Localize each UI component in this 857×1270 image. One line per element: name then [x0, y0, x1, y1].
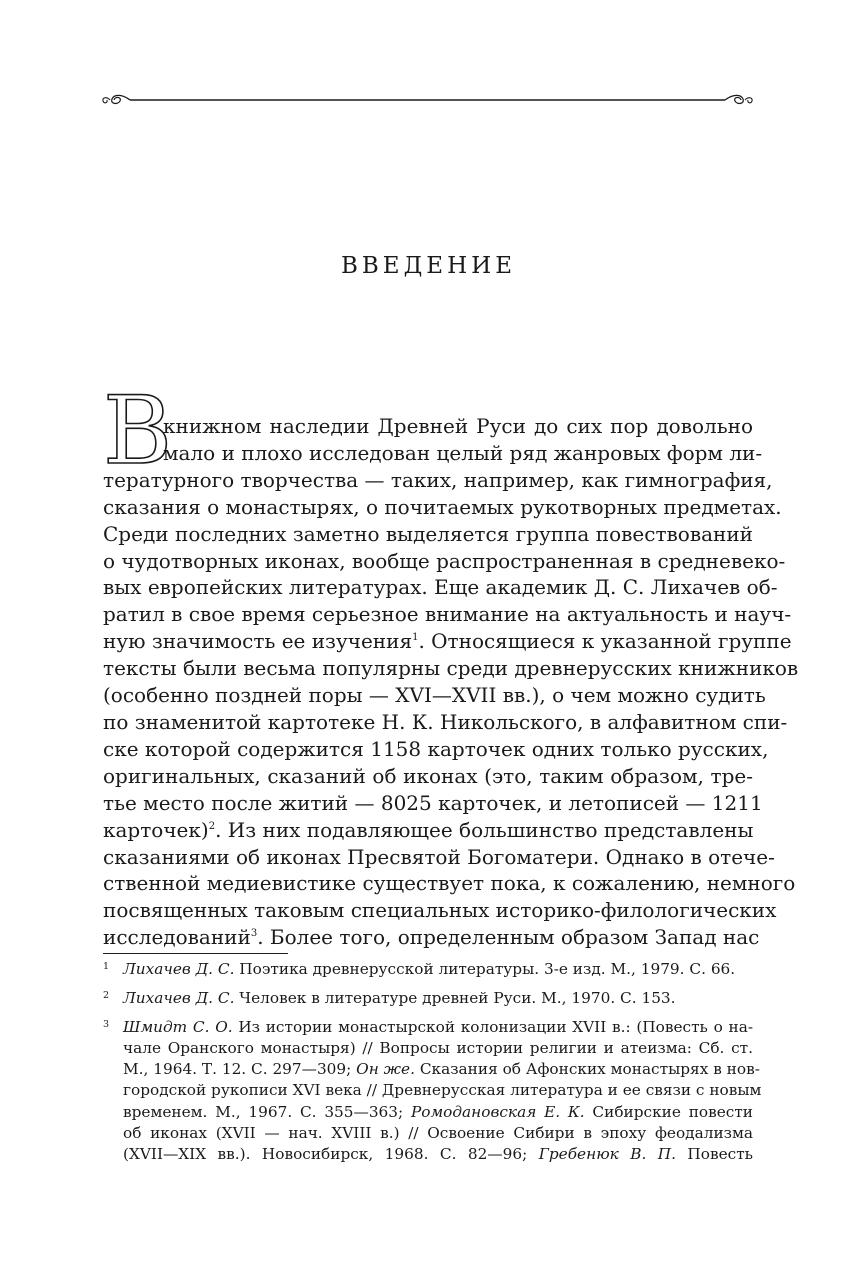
body-line: мало и плохо исследован целый ряд жанровых форм ли-	[163, 440, 763, 465]
footnote-number: 3	[103, 1018, 110, 1030]
footnote-ref[interactable]: 3	[250, 928, 258, 940]
footnote-text: Поэтика древнерусской литературы. 3-е изд. М., 1979. С. 66.	[234, 960, 736, 978]
body-paragraph	[103, 413, 799, 951]
footnote-author: Лихачев Д. С.	[123, 960, 235, 978]
body-line: (особенно поздней поры — XVI—XVII вв.), о чем можно судить	[103, 683, 766, 708]
footnote-line	[123, 1144, 753, 1165]
footnote-number: 1	[103, 961, 110, 972]
body-line-part: . Более того, определенным образом Запад нас	[257, 925, 760, 950]
footnote-2	[103, 988, 753, 1009]
footnote-author: Лихачев Д. С.	[123, 988, 235, 1007]
footnote-text: временем. М., 1967. С. 355—363;	[123, 1102, 404, 1121]
footnote-text: Повесть	[675, 1145, 753, 1163]
footnote-author: Гребенюк В. П.	[538, 1145, 676, 1163]
body-line	[103, 924, 760, 951]
footnote-text: Из истории монастырской колонизации XVII в.: (Повесть о на-	[232, 1017, 753, 1036]
footnote-author: Он же.	[356, 1060, 415, 1079]
footnote-number: 2	[103, 989, 110, 1001]
body-line: тературного творчества — таких, например, как гимнография,	[103, 467, 773, 492]
body-line-part: . Относящиеся к указанной группе	[418, 629, 792, 654]
footnote-text: (XVII—XIX вв.). Новосибирск, 1968. С. 82—96;	[123, 1145, 528, 1163]
footnote-ref[interactable]: 1	[412, 632, 419, 644]
footnote-line	[123, 1017, 753, 1038]
body-line	[103, 817, 753, 844]
footnotes	[103, 959, 762, 1173]
drop-cap-letter: В	[103, 377, 173, 486]
body-line: о чудотворных иконах, вообще распространенная в средневеко-	[103, 548, 786, 573]
footnote-1	[103, 959, 753, 980]
footnote-line	[123, 959, 753, 980]
body-line	[103, 628, 792, 655]
body-line: сказаниями об иконах Пресвятой Богоматери. Однако в отече-	[103, 844, 775, 869]
body-line: вых европейских литературах. Еще академик Д. С. Лихачев об-	[103, 575, 778, 600]
footnote-line	[123, 1059, 760, 1080]
body-line: ске которой содержится 1158 карточек одних только русских,	[103, 736, 769, 761]
footnote-ref[interactable]: 2	[208, 820, 216, 832]
footnote-line	[123, 988, 753, 1009]
footnote-separator	[103, 953, 288, 954]
body-line-part: ную значимость ее изучения	[103, 629, 413, 654]
body-line: книжном наследии Древней Руси до сих пор довольно	[163, 414, 753, 438]
body-line: ственной медиевистике существует пока, к сожалению, немного	[103, 871, 796, 896]
footnote-line: городской рукописи XVI века // Древнерусская литература и ее связи с новым	[123, 1081, 762, 1100]
body-line: сказания о монастырях, о почитаемых рукотворных предметах.	[103, 494, 782, 519]
footnote-3	[103, 1017, 762, 1165]
footnote-text: Сказания об Афонских монастырях в нов-	[414, 1060, 760, 1079]
body-line: оригинальных, сказаний об иконах (это, таким образом, тре-	[103, 763, 753, 788]
body-line: Среди последних заметно выделяется группа повествований	[103, 521, 753, 546]
footnote-line: об иконах (XVII — нач. XVIII в.) // Освоение Сибири в эпоху феодализма	[123, 1123, 753, 1142]
body-line: посвященных таковым специальных историко-филологических	[103, 898, 777, 923]
body-line: тексты были весьма популярны среди древнерусских книжников	[103, 656, 799, 681]
footnote-line: чале Оранского монастыря) // Вопросы истории религии и атеизма: Сб. ст.	[123, 1038, 753, 1057]
header-ornament-rule	[100, 88, 755, 112]
body-line-part: . Из них подавляющее большинство представлены	[215, 817, 754, 842]
footnote-text: Человек в литературе древней Руси. М., 1970. С. 153.	[234, 988, 676, 1007]
body-line: по знаменитой картотеке Н. К. Никольского, в алфавитном спи-	[103, 709, 788, 734]
footnote-text: Сибирские повести	[584, 1102, 753, 1121]
body-line: тье место после житий — 8025 карточек, и летописей — 1211	[103, 790, 763, 815]
chapter-title: ВВЕДЕНИЕ	[341, 253, 516, 279]
footnote-line	[123, 1102, 753, 1123]
body-line-part: карточек)	[103, 817, 209, 842]
body-line: ратил в свое время серьезное внимание на актуальность и науч-	[103, 602, 792, 627]
body-line-part: исследований	[103, 925, 251, 950]
footnote-author: Шмидт С. О.	[123, 1017, 233, 1036]
footnote-author: Ромодановская Е. К.	[410, 1102, 585, 1121]
footnote-text: М., 1964. Т. 12. С. 297—309;	[123, 1060, 352, 1079]
